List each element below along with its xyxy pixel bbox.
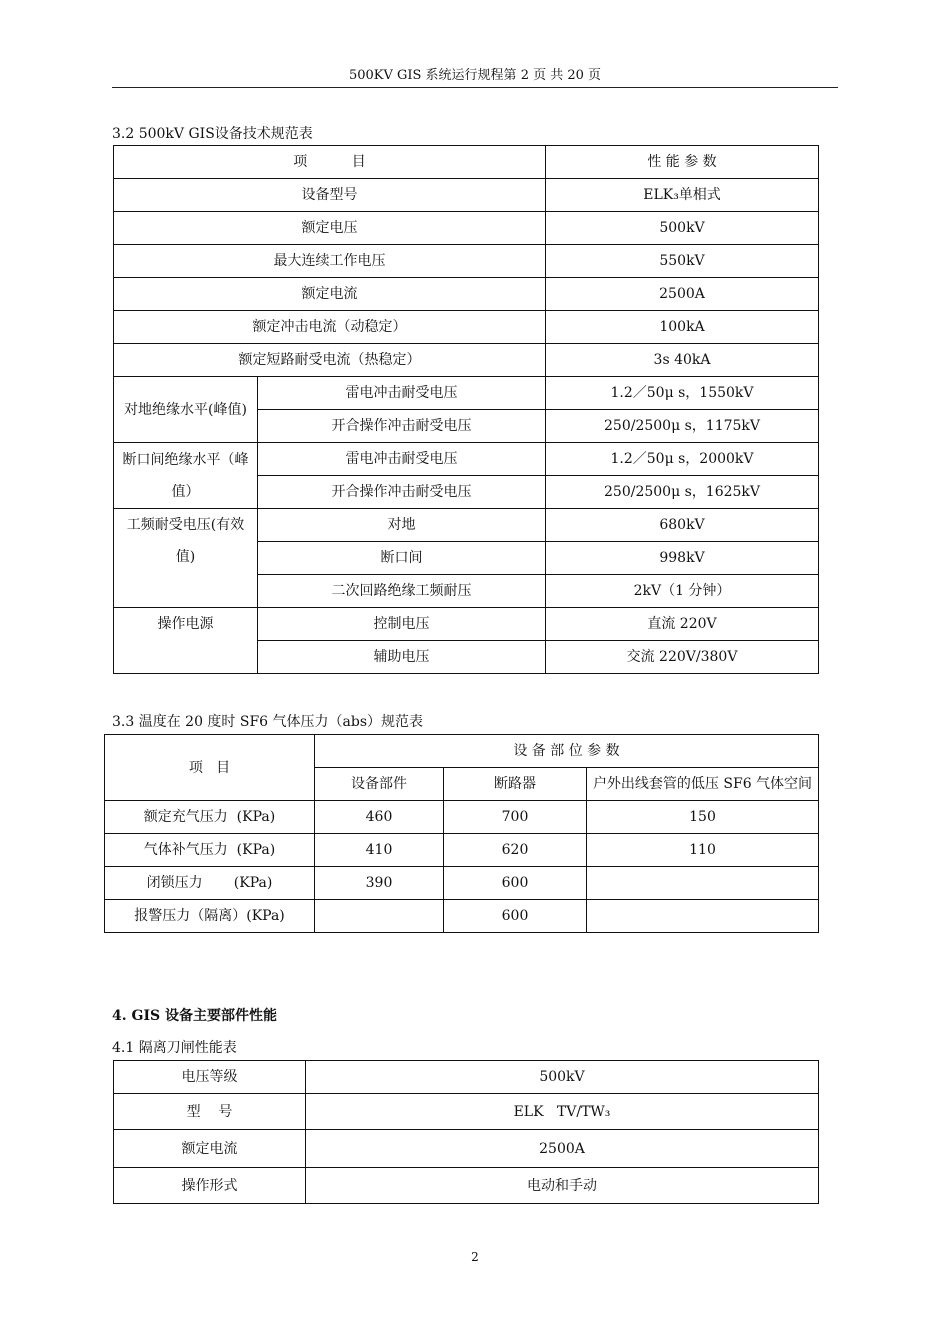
subcol-header: 户外出线套管的低压 SF6 气体空间 — [587, 768, 819, 801]
spec-table-3-2 — [113, 145, 819, 674]
table-header-row — [105, 735, 819, 768]
row-label: 额定短路耐受电流（热稳定） — [114, 344, 546, 377]
table-row — [114, 344, 819, 377]
table-row — [105, 867, 819, 900]
row-value: 250/2500μ s，1625kV — [546, 476, 819, 509]
col-item-header: 项 目 — [114, 146, 546, 179]
cell: 600 — [444, 900, 587, 933]
table-row — [114, 212, 819, 245]
row-value: 2500A — [306, 1130, 819, 1168]
table-row — [114, 245, 819, 278]
table-row — [105, 900, 819, 933]
sub-label: 辅助电压 — [258, 641, 546, 674]
row-label: 额定电流 — [114, 1130, 306, 1168]
cell: 150 — [587, 801, 819, 834]
group-label-break-insulation: 断口间绝缘水平（峰值） — [114, 443, 258, 509]
row-label: 额定电流 — [114, 278, 546, 311]
table-row — [114, 509, 819, 542]
cell: 600 — [444, 867, 587, 900]
row-value: 550kV — [546, 245, 819, 278]
col-item-header: 项 目 — [105, 735, 315, 801]
table-row — [105, 801, 819, 834]
table-row — [114, 1168, 819, 1204]
row-label: 最大连续工作电压 — [114, 245, 546, 278]
cell — [587, 900, 819, 933]
table-row — [114, 377, 819, 410]
cell: 110 — [587, 834, 819, 867]
row-value: 1.2／50μ s，2000kV — [546, 443, 819, 476]
section-4-title: 4. GIS 设备主要部件性能 — [112, 1008, 277, 1024]
sub-label: 开合操作冲击耐受电压 — [258, 476, 546, 509]
row-value: 680kV — [546, 509, 819, 542]
row-value: 250/2500μ s，1175kV — [546, 410, 819, 443]
table-row — [114, 311, 819, 344]
page-header: 500KV GIS 系统运行规程第 2 页 共 20 页 — [348, 68, 602, 83]
group-header: 设 备 部 位 参 数 — [315, 735, 819, 768]
row-label: 额定充气压力 (KPa) — [105, 801, 315, 834]
sub-label: 开合操作冲击耐受电压 — [258, 410, 546, 443]
row-value: 3s 40kA — [546, 344, 819, 377]
group-label-power-freq: 工频耐受电压(有效值) — [114, 509, 258, 608]
cell: 390 — [315, 867, 444, 900]
table-row — [114, 179, 819, 212]
row-label: 型 号 — [114, 1094, 306, 1130]
table-row — [105, 834, 819, 867]
row-label: 气体补气压力 (KPa) — [105, 834, 315, 867]
cell — [315, 900, 444, 933]
sub-label: 雷电冲击耐受电压 — [258, 377, 546, 410]
cell: 620 — [444, 834, 587, 867]
row-value: 2kV（1 分钟） — [546, 575, 819, 608]
disconnector-table — [113, 1060, 819, 1204]
group-label-op-power: 操作电源 — [114, 608, 258, 674]
section-4-1-title: 4.1 隔离刀闸性能表 — [112, 1040, 237, 1056]
row-label: 报警压力（隔离）(KPa) — [105, 900, 315, 933]
cell: 700 — [444, 801, 587, 834]
row-value: ELK₃单相式 — [546, 179, 819, 212]
row-value: 100kA — [546, 311, 819, 344]
cell: 410 — [315, 834, 444, 867]
row-value: 500kV — [306, 1061, 819, 1094]
cell — [587, 867, 819, 900]
subcol-header: 断路器 — [444, 768, 587, 801]
table-header-row — [114, 146, 819, 179]
sub-label: 控制电压 — [258, 608, 546, 641]
row-value: 2500A — [546, 278, 819, 311]
row-label: 电压等级 — [114, 1061, 306, 1094]
sub-label: 二次回路绝缘工频耐压 — [258, 575, 546, 608]
header-rule — [112, 87, 838, 88]
table-row — [114, 1094, 819, 1130]
row-value: 交流 220V/380V — [546, 641, 819, 674]
group-label-ground-insulation: 对地绝缘水平(峰值) — [114, 377, 258, 443]
table-row — [114, 1061, 819, 1094]
row-label: 额定电压 — [114, 212, 546, 245]
row-label: 设备型号 — [114, 179, 546, 212]
row-value: ELK TV/TW₃ — [306, 1094, 819, 1130]
sub-label: 对地 — [258, 509, 546, 542]
row-label: 额定冲击电流（动稳定） — [114, 311, 546, 344]
cell: 460 — [315, 801, 444, 834]
table-row — [114, 1130, 819, 1168]
sf6-pressure-table — [104, 734, 819, 933]
sub-label: 断口间 — [258, 542, 546, 575]
section-3-2-title: 3.2 500kV GIS设备技术规范表 — [112, 126, 313, 142]
row-value: 500kV — [546, 212, 819, 245]
table-row — [114, 278, 819, 311]
row-value: 1.2／50μ s，1550kV — [546, 377, 819, 410]
table-row — [114, 608, 819, 641]
section-3-3-title: 3.3 温度在 20 度时 SF6 气体压力（abs）规范表 — [112, 714, 424, 730]
row-value: 998kV — [546, 542, 819, 575]
row-value: 电动和手动 — [306, 1168, 819, 1204]
page-number: 2 — [471, 1250, 479, 1264]
col-param-header: 性 能 参 数 — [546, 146, 819, 179]
row-label: 闭锁压力 (KPa) — [105, 867, 315, 900]
table-row — [114, 443, 819, 476]
row-label: 操作形式 — [114, 1168, 306, 1204]
sub-label: 雷电冲击耐受电压 — [258, 443, 546, 476]
row-value: 直流 220V — [546, 608, 819, 641]
subcol-header: 设备部件 — [315, 768, 444, 801]
